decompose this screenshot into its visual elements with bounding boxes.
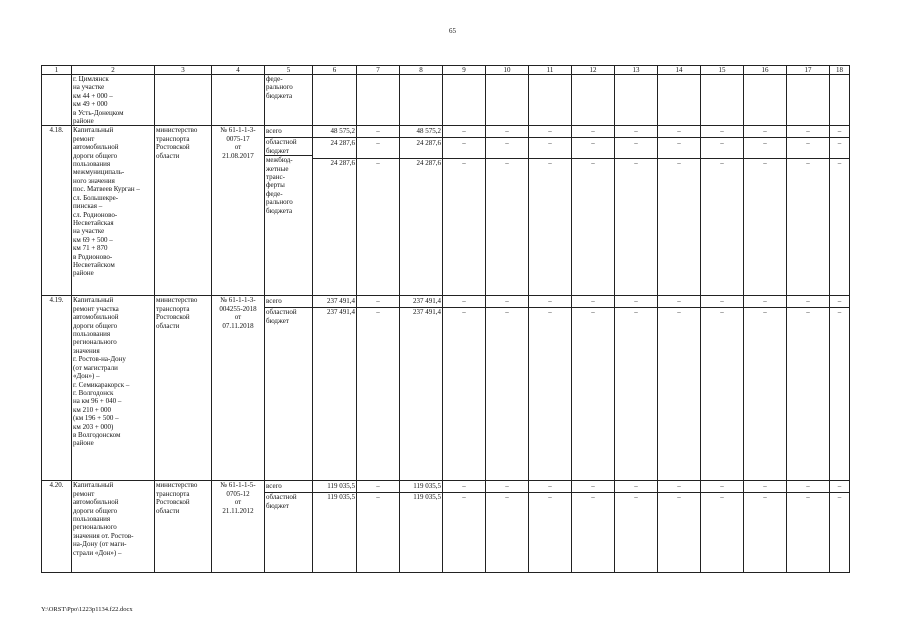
dash-value: – (572, 138, 614, 159)
dash-value: – (615, 126, 657, 138)
value-col15 (701, 481, 744, 573)
amount-value: 48 575,2 (313, 126, 356, 138)
text-line: № 61-1-1-5- (220, 481, 256, 490)
column-number-16: 16 (744, 66, 787, 75)
column-number-11: 11 (529, 66, 572, 75)
value-col12 (572, 481, 615, 573)
text-line: дороги общего (73, 506, 118, 515)
value-col11 (529, 296, 572, 481)
text-line: районе (73, 269, 94, 278)
dash-value: – (572, 481, 614, 493)
text-line: № 61-1-1-3- (220, 126, 256, 135)
text-line: на-Дону (от маги- (73, 540, 127, 549)
text-line: Несветайская (73, 218, 114, 227)
dash-value: – (486, 481, 528, 493)
column-number-8: 8 (400, 66, 443, 75)
text-line: км 44 + 000 – (73, 91, 113, 100)
value-col13 (615, 481, 658, 573)
organization-cell (155, 481, 212, 573)
dash-value: – (443, 138, 485, 159)
text-line: ремонт (73, 134, 95, 143)
name-cell (72, 75, 155, 126)
dash-value: – (505, 493, 509, 502)
dash-value: – (443, 481, 485, 493)
amount-value: 24 287,6 (400, 138, 442, 159)
dash-value: – (634, 308, 638, 317)
table-row-4-18 (42, 126, 850, 296)
amount-value: 237 491,4 (327, 308, 355, 317)
dash-value: – (677, 308, 681, 317)
text-line: км 71 + 870 (73, 244, 108, 253)
amount-value: 24 287,6 (416, 159, 441, 168)
document-cell (212, 296, 265, 481)
text-line: км 49 + 000 (73, 100, 108, 109)
table-row-continuation (42, 75, 850, 126)
text-line: (от магистрали (73, 363, 118, 372)
text-line: автомобильной (73, 143, 119, 152)
amount-value: 119 035,5 (413, 493, 441, 502)
text-line: № 61-1-1-3- (220, 296, 256, 305)
text-line: Капитальный (73, 126, 114, 135)
page-number: 65 (449, 27, 456, 35)
dash-value: – (701, 126, 743, 138)
dash-value: – (443, 126, 485, 138)
text-line: от (234, 143, 242, 152)
text-line: рального (266, 198, 293, 207)
dash-value: – (720, 308, 724, 317)
value-col13 (615, 296, 658, 481)
dash-value: – (505, 159, 509, 168)
dash-value: – (658, 126, 700, 138)
dash-value: – (787, 481, 829, 493)
column-number-14: 14 (658, 66, 701, 75)
text-line: жетные (266, 164, 289, 173)
dash-value: – (634, 159, 638, 168)
text-line: бюджета (266, 91, 293, 100)
funding-source-cell (265, 126, 313, 296)
text-line: в Родионово- (73, 252, 113, 261)
dash-value: – (677, 159, 681, 168)
dash-value: – (837, 159, 842, 168)
text-line: феде- (266, 189, 283, 198)
dash-value: – (658, 138, 700, 159)
text-line: всего (266, 482, 282, 491)
column-number-10: 10 (486, 66, 529, 75)
text-line: 21.08.2017 (222, 151, 254, 160)
amount-value: 237 491,4 (413, 308, 441, 317)
dash-value: – (658, 481, 700, 493)
text-line: в Усть-Донецком (73, 108, 124, 117)
dash-value: – (787, 296, 829, 308)
value-col18 (830, 126, 850, 296)
text-line: феде- (266, 75, 283, 83)
budget-table (41, 65, 850, 573)
text-line: сл. Большекре- (73, 193, 119, 202)
dash-value: – (376, 159, 380, 168)
dash-value: – (443, 296, 485, 308)
text-line: (км 196 + 500 – (73, 414, 119, 423)
column-number-18: 18 (830, 66, 850, 75)
value-col8 (400, 296, 443, 481)
dash-value: – (744, 296, 786, 308)
amount-value: 119 035,5 (327, 493, 355, 502)
value-col10 (486, 296, 529, 481)
name-cell (72, 481, 155, 573)
dash-value: – (462, 493, 466, 502)
text-line: сл. Родионово- (73, 210, 118, 219)
amount-value: 119 035,5 (313, 481, 356, 493)
dash-value: – (357, 296, 399, 308)
organization-cell (155, 126, 212, 296)
dash-value: – (830, 296, 849, 308)
text-line: регионального (73, 338, 117, 347)
text-line: пос. Матвеев Курган – (73, 185, 140, 194)
value-col10 (486, 126, 529, 296)
funding-source-cell (265, 75, 313, 126)
source-total (265, 481, 312, 493)
column-number-7: 7 (357, 66, 400, 75)
source-total (265, 126, 312, 138)
text-line: значения от. Ростов- (73, 531, 134, 540)
text-line: районе (73, 439, 94, 448)
organization-cell (155, 296, 212, 481)
text-line: всего (266, 297, 282, 306)
text-line: транспорта (156, 304, 190, 313)
dash-value: – (837, 493, 842, 502)
value-col16 (744, 296, 787, 481)
dash-value: – (763, 159, 767, 168)
dash-value: – (529, 481, 571, 493)
dash-value: – (548, 308, 552, 317)
row-number: 4.20. (42, 481, 72, 573)
dash-value: – (787, 126, 829, 138)
source-regional (265, 308, 312, 325)
dash-value: – (720, 493, 724, 502)
value-col10 (486, 481, 529, 573)
text-line: от (234, 313, 242, 322)
source-total (265, 296, 312, 308)
value-col16 (744, 481, 787, 573)
dash-value: – (787, 138, 829, 159)
dash-value: – (572, 126, 614, 138)
text-line: г. Цимлянск (73, 75, 109, 83)
value-col11 (529, 481, 572, 573)
value-col17 (787, 296, 830, 481)
text-line: автомобильной (73, 498, 119, 507)
name-cell (72, 126, 155, 296)
value-col8 (400, 126, 443, 296)
column-number-1: 1 (42, 66, 72, 75)
column-number-4: 4 (212, 66, 265, 75)
value-col17 (787, 481, 830, 573)
dash-value: – (830, 481, 849, 493)
dash-value: – (677, 493, 681, 502)
column-number-12: 12 (572, 66, 615, 75)
dash-value: – (806, 308, 810, 317)
value-col6 (313, 126, 357, 296)
dash-value: – (486, 138, 528, 159)
value-col17 (787, 126, 830, 296)
name-cell (72, 296, 155, 481)
dash-value: – (591, 159, 595, 168)
value-col12 (572, 296, 615, 481)
text-line: транспорта (156, 489, 190, 498)
text-line: дороги общего (73, 321, 118, 330)
text-line: пользования (73, 330, 111, 339)
text-line: Капитальный (73, 296, 114, 305)
text-line: пользования (73, 160, 111, 169)
text-line: Несветайском (73, 260, 115, 269)
text-line: бюджета (266, 206, 293, 215)
text-line: пользования (73, 515, 111, 524)
dash-value: – (763, 493, 767, 502)
dash-value: – (720, 159, 724, 168)
dash-value: – (744, 126, 786, 138)
text-line: бюджет (266, 316, 289, 325)
dash-value: – (837, 308, 842, 317)
amount-value: 24 287,6 (313, 138, 356, 159)
dash-value: – (615, 481, 657, 493)
value-col6 (313, 481, 357, 573)
column-number-9: 9 (443, 66, 486, 75)
value-col9 (443, 481, 486, 573)
text-line: «Дон») – (73, 372, 100, 381)
column-number-13: 13 (615, 66, 658, 75)
dash-value: – (615, 296, 657, 308)
dash-value: – (529, 296, 571, 308)
text-line: Капитальный (73, 481, 114, 490)
text-line: министерство (156, 126, 198, 135)
document-cell (212, 126, 265, 296)
funding-source-cell (265, 296, 313, 481)
column-number-5: 5 (265, 66, 313, 75)
value-col18 (830, 481, 850, 573)
dash-value: – (486, 126, 528, 138)
file-path-footer: Y:\ORST\Ppo\1223p1134.f22.docx (41, 606, 133, 613)
dash-value: – (763, 308, 767, 317)
text-line: дороги общего (73, 151, 118, 160)
text-line: областной (266, 308, 297, 317)
text-line: области (156, 506, 180, 515)
dash-value: – (830, 138, 849, 159)
text-line: г. Волгодонск (73, 388, 114, 397)
column-number-17: 17 (787, 66, 830, 75)
source-regional (265, 138, 312, 156)
dash-value: – (529, 126, 571, 138)
dash-value: – (634, 493, 638, 502)
value-col9 (443, 126, 486, 296)
value-col15 (701, 296, 744, 481)
dash-value: – (376, 493, 380, 502)
row-number: 4.19. (42, 296, 72, 481)
text-line: Ростовской (156, 498, 190, 507)
dash-value: – (830, 126, 849, 138)
text-line: г. Ростов-на-Дону (73, 355, 126, 364)
text-line: ремонт участка (73, 304, 119, 313)
text-line: значения (73, 346, 100, 355)
amount-value: 24 287,6 (330, 159, 355, 168)
value-col7 (357, 296, 400, 481)
dash-value: – (701, 481, 743, 493)
value-col8 (400, 481, 443, 573)
dash-value: – (505, 308, 509, 317)
value-col16 (744, 126, 787, 296)
source-regional (265, 493, 312, 510)
text-line: г. Семикаракорск – (73, 380, 130, 389)
dash-value: – (462, 308, 466, 317)
amount-value: 119 035,5 (400, 481, 442, 493)
column-number-15: 15 (701, 66, 744, 75)
dash-value: – (744, 138, 786, 159)
dash-value: – (529, 138, 571, 159)
funding-source-cell (265, 481, 313, 573)
text-line: 0075-17 (226, 134, 250, 143)
table-row-4-19 (42, 296, 850, 481)
text-line: районе (73, 117, 94, 126)
source-federal-transfers (265, 156, 312, 215)
dash-value: – (486, 296, 528, 308)
column-number-6: 6 (313, 66, 357, 75)
amount-value: 237 491,4 (400, 296, 442, 308)
text-line: 21.11.2012 (222, 506, 254, 515)
text-line: областной (266, 493, 297, 502)
text-line: бюджет (266, 146, 289, 155)
dash-value: – (658, 296, 700, 308)
text-line: на участке (73, 83, 105, 92)
value-col7 (357, 481, 400, 573)
value-col14 (658, 481, 701, 573)
value-col18 (830, 296, 850, 481)
text-line: в Волгодонском (73, 430, 121, 439)
dash-value: – (462, 159, 466, 168)
value-col13 (615, 126, 658, 296)
text-line: 0705-12 (226, 489, 250, 498)
dash-value: – (591, 308, 595, 317)
text-line: ферты (266, 181, 285, 190)
column-number-2: 2 (72, 66, 155, 75)
header-row (42, 66, 850, 75)
dash-value: – (744, 481, 786, 493)
text-line: Ростовской (156, 143, 190, 152)
dash-value: – (357, 481, 399, 493)
dash-value: – (357, 126, 399, 138)
text-line: 07.11.2018 (222, 321, 254, 330)
text-line: транспорта (156, 134, 190, 143)
dash-value: – (701, 296, 743, 308)
text-line: пинская – (73, 202, 103, 211)
dash-value: – (615, 138, 657, 159)
dash-value: – (806, 159, 810, 168)
value-col7 (357, 126, 400, 296)
document-cell (212, 481, 265, 573)
dash-value: – (376, 308, 380, 317)
text-line: министерство (156, 481, 198, 490)
text-line: министерство (156, 296, 198, 305)
text-line: бюджет (266, 501, 289, 510)
dash-value: – (701, 138, 743, 159)
text-line: областной (266, 138, 297, 147)
value-col12 (572, 126, 615, 296)
dash-value: – (548, 159, 552, 168)
text-line: Ростовской (156, 313, 190, 322)
text-line: 004255-2018 (219, 304, 257, 313)
value-col11 (529, 126, 572, 296)
row-number: 4.18. (42, 126, 72, 296)
text-line: на участке (73, 227, 105, 236)
text-line: на км 96 + 040 – (73, 397, 122, 406)
text-line: рального (266, 83, 293, 92)
text-line: транс- (266, 173, 285, 182)
value-col14 (658, 296, 701, 481)
column-number-3: 3 (155, 66, 212, 75)
text-line: регионального (73, 523, 117, 532)
table-row-4-20 (42, 481, 850, 573)
text-line: всего (266, 127, 282, 136)
text-line: км 203 + 000) (73, 422, 114, 431)
value-col9 (443, 296, 486, 481)
text-line: межбюд- (266, 156, 293, 165)
value-col15 (701, 126, 744, 296)
value-col14 (658, 126, 701, 296)
text-line: страли «Дон») – (73, 548, 122, 557)
value-col6 (313, 296, 357, 481)
dash-value: – (357, 138, 399, 159)
amount-value: 237 491,4 (313, 296, 356, 308)
text-line: межмуниципаль- (73, 168, 125, 177)
text-line: автомобильной (73, 313, 119, 322)
dash-value: – (591, 493, 595, 502)
text-line: области (156, 321, 180, 330)
text-line: ного значения (73, 176, 115, 185)
text-line: от (234, 498, 242, 507)
dash-value: – (572, 296, 614, 308)
amount-value: 48 575,2 (400, 126, 442, 138)
dash-value: – (548, 493, 552, 502)
text-line: области (156, 151, 180, 160)
dash-value: – (806, 493, 810, 502)
text-line: км 210 + 000 (73, 405, 112, 414)
text-line: ремонт (73, 489, 95, 498)
text-line: км 69 + 500 – (73, 235, 113, 244)
